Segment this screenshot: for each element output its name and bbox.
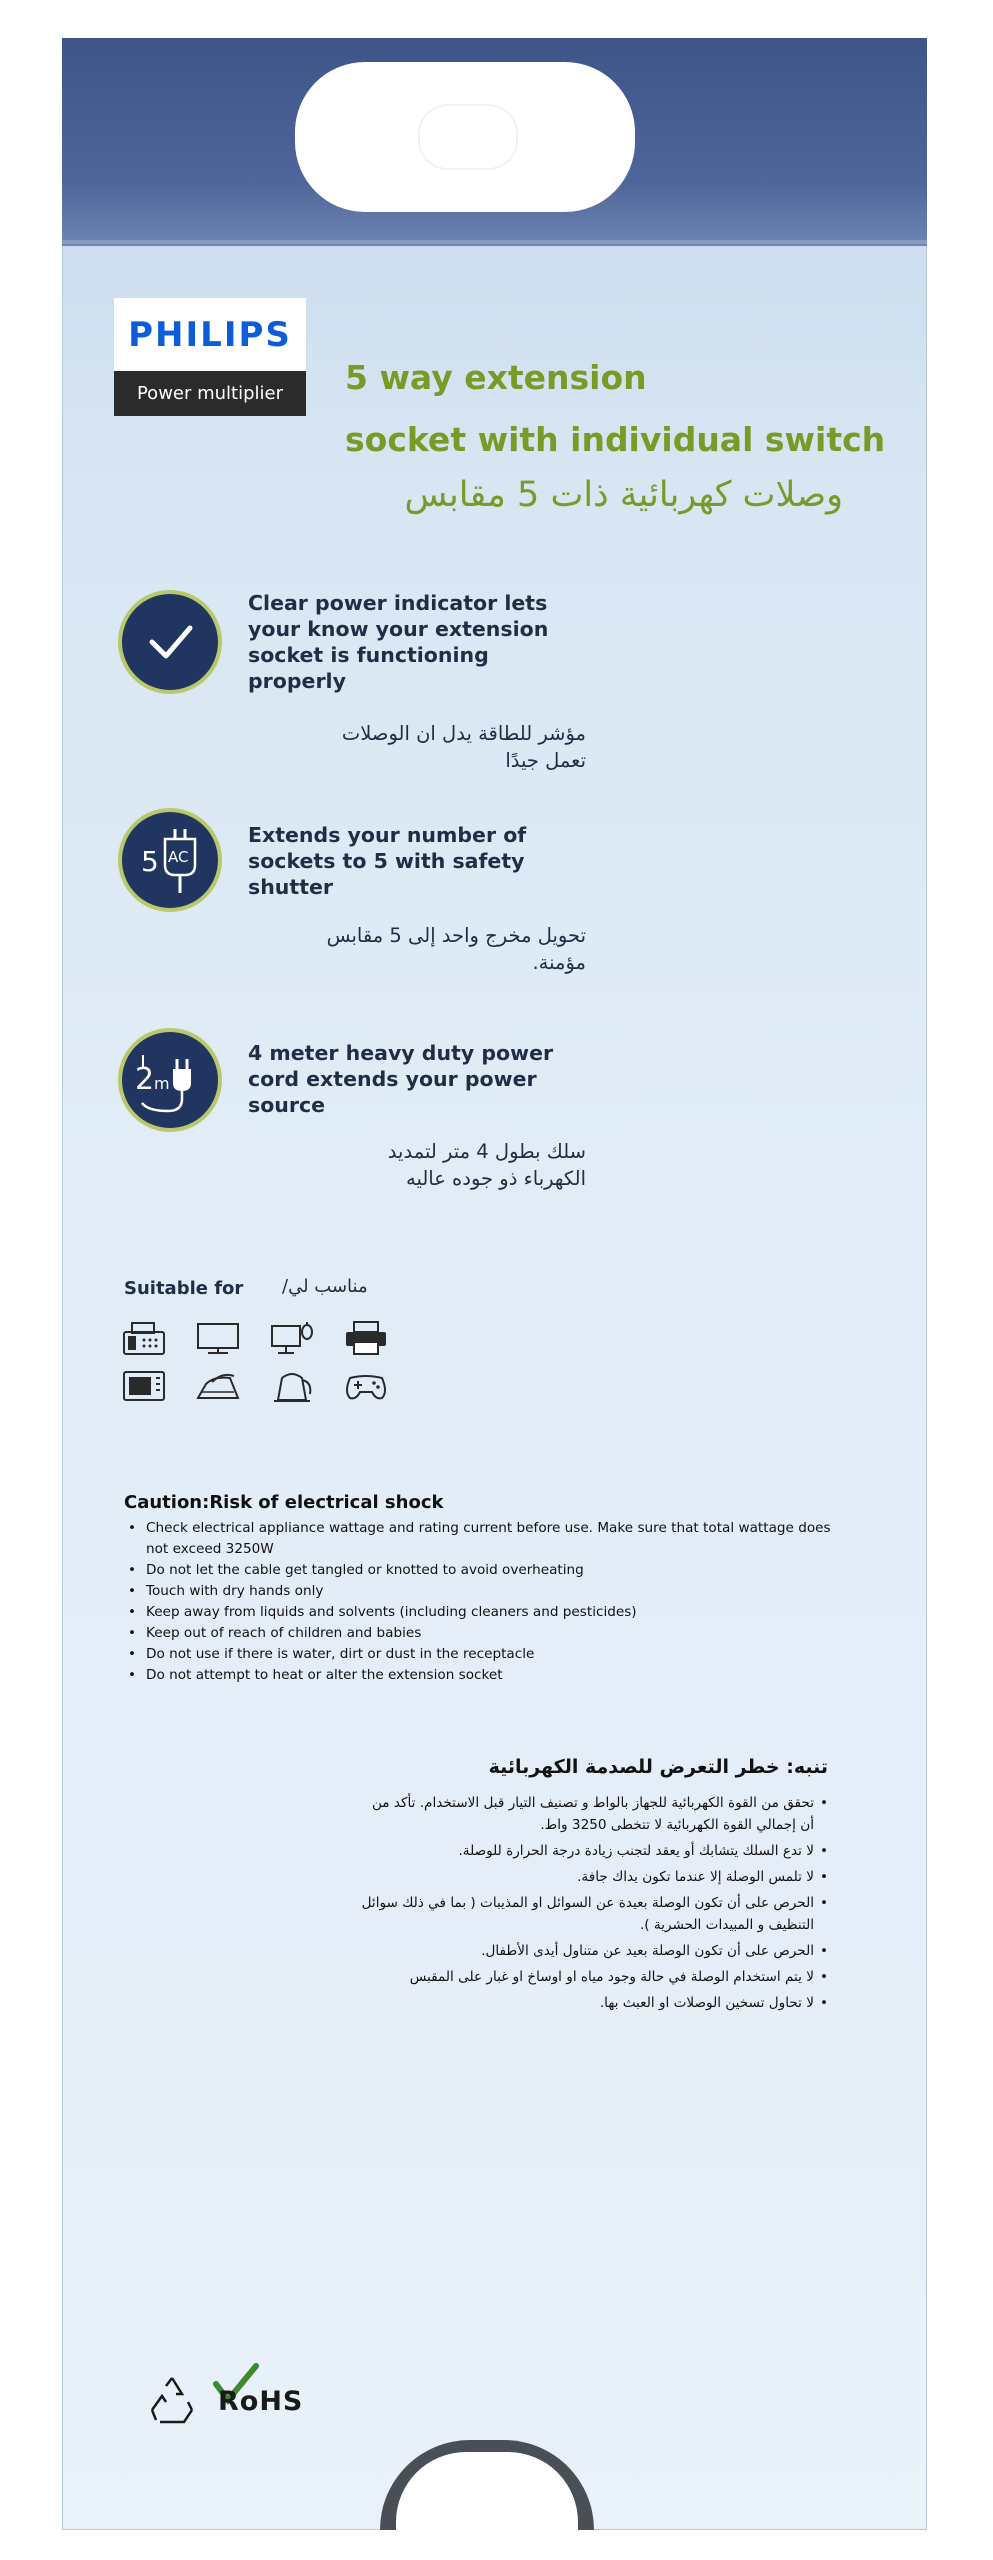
caution-arabic-item: • لا تدع السلك يتشابك أو يعقد لتجنب زيادة درجة الحرارة للوصلة. xyxy=(358,1840,828,1862)
tv-icon xyxy=(196,1320,240,1356)
printer-icon xyxy=(344,1320,388,1356)
caution-item: • Do not let the cable get tangled or knotted to avoid overheating xyxy=(142,1560,832,1581)
rohs-mark: RoHS xyxy=(218,2386,304,2417)
caution-item: • Touch with dry hands only xyxy=(142,1581,832,1602)
icon-label-unit: AC xyxy=(168,848,189,866)
caution-arabic-item: • لا يتم استخدام الوصلة في حالة وجود مياه او اوساخ او غبار على المقبس xyxy=(358,1966,828,1988)
caution-arabic-item: • الحرص على أن تكون الوصلة بعيدة عن السوائل او المذيبات ( بما في ذلك سوائل التنظيف و المبيدات الحشرية ). xyxy=(358,1892,828,1936)
feature-3-arabic: سلك بطول 4 متر لتمديد الكهرباء ذو جوده عاليه xyxy=(387,1140,586,1190)
caution-item: • Keep out of reach of children and babies xyxy=(142,1623,832,1644)
icon-label-unit: m xyxy=(154,1074,170,1093)
checkmark-icon xyxy=(118,590,222,694)
product-line: Power multiplier xyxy=(114,371,306,416)
recycle-icon xyxy=(144,2372,200,2428)
philips-logo xyxy=(114,298,306,416)
headline-line2: socket with individual switch xyxy=(345,420,886,459)
suitable-label: Suitable for xyxy=(124,1278,244,1299)
caution-item: • Keep away from liquids and solvents (including cleaners and pesticides) xyxy=(142,1602,832,1623)
feature-3-text: 4 meter heavy duty power cord extends your power source xyxy=(248,1041,554,1117)
hang-hole-notch xyxy=(418,104,518,170)
caution-arabic-title: تنبه: خطر التعرض للصدمة الكهربائية xyxy=(488,1756,828,1778)
kettle-icon xyxy=(270,1368,314,1404)
microwave-icon xyxy=(122,1368,166,1404)
headline-arabic: وصلات كهربائية ذات 5 مقابس xyxy=(404,475,843,515)
feature-2-arabic: تحويل مخرج واحد إلى 5 مقابس مؤمنة. xyxy=(326,924,586,974)
caution-item: • Do not use if there is water, dirt or dust in the receptacle xyxy=(142,1644,832,1665)
iron-icon xyxy=(196,1368,240,1404)
computer-icon xyxy=(270,1320,314,1356)
icon-label-number: 2 xyxy=(135,1062,155,1097)
caution-arabic-item: • تحقق من القوة الكهربائية للجهاز بالواط و تصنيف التيار قبل الاستخدام. تأكد من أن إجمالي القوة الكهربائية لا تتخطى 3250 واط. xyxy=(358,1792,828,1836)
2m-cord-icon xyxy=(118,1028,222,1132)
feature-2-text: Extends your number of sockets to 5 with safety shutter xyxy=(248,823,527,899)
caution-title: Caution:Risk of electrical shock xyxy=(124,1492,444,1513)
brand-name: PHILIPS xyxy=(114,298,306,371)
caution-item: • Check electrical appliance wattage and rating current before use. Make sure that total wattage does not exceed 3250W xyxy=(142,1518,832,1560)
caution-arabic-item: • لا تلمس الوصلة إلا عندما تكون يداك جافة. xyxy=(358,1866,828,1888)
headline-line1: 5 way extension xyxy=(345,358,647,397)
fax-machine-icon xyxy=(122,1320,166,1356)
game-controller-icon xyxy=(344,1368,388,1404)
caution-list xyxy=(142,1518,832,1686)
icon-label-number: 5 xyxy=(141,845,159,878)
suitable-arabic: مناسب لي/ xyxy=(282,1276,368,1297)
caution-arabic-list xyxy=(358,1792,828,2018)
feature-1-text: Clear power indicator lets your know your extension socket is functioning properly xyxy=(248,591,549,693)
caution-arabic-item: • الحرص على أن تكون الوصلة بعيد عن متناول أيدى الأطفال. xyxy=(358,1940,828,1962)
5ac-plug-icon xyxy=(118,808,222,912)
caution-item: • Do not attempt to heat or alter the extension socket xyxy=(142,1665,832,1686)
fold-line xyxy=(62,240,927,244)
caution-arabic-item: • لا تحاول تسخين الوصلات او العبث بها. xyxy=(358,1992,828,2014)
feature-1-arabic: مؤشر للطاقة يدل ان الوصلات تعمل جيدًا xyxy=(341,722,586,772)
